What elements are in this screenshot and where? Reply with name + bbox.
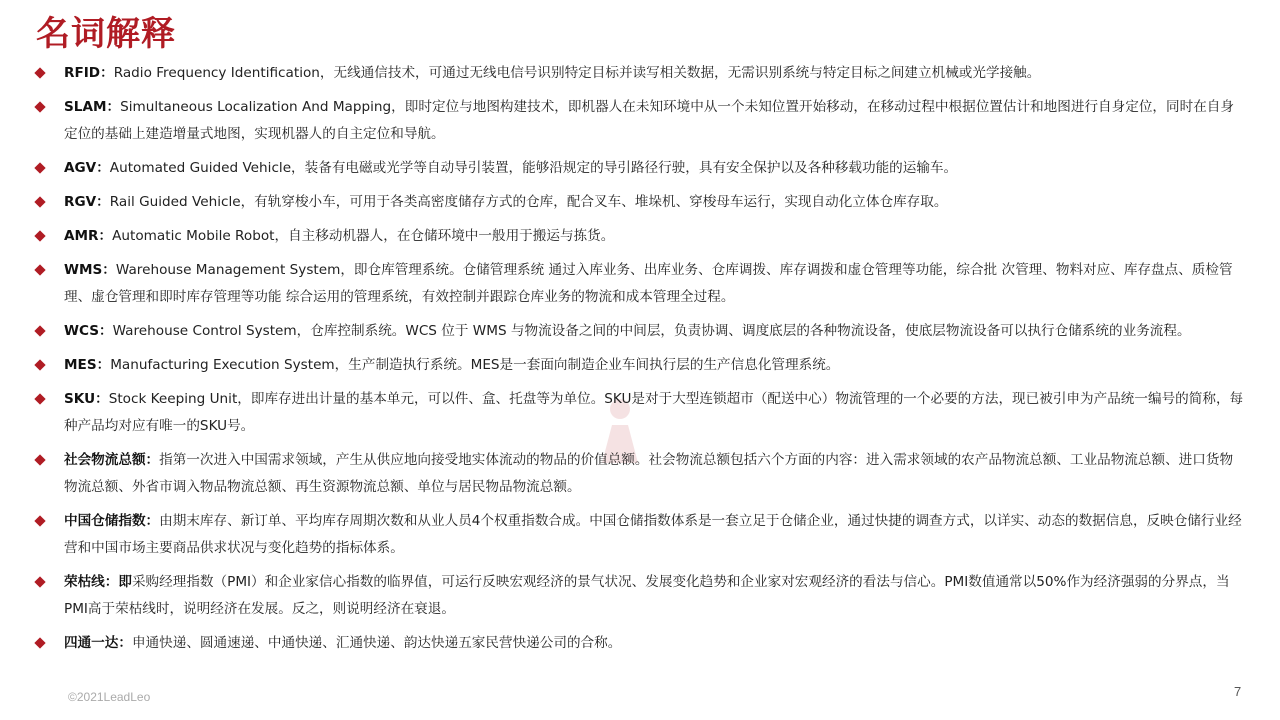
glossary-item xyxy=(34,223,1244,250)
diamond-bullet-icon xyxy=(34,196,45,207)
glossary-definition: 指第一次进入中国需求领域，产生从供应地向接受地实体流动的物品的价值总额。社会物流总额包括六个方面的内容：进入需求领域的农产品物流总额、工业品物流总额、进口货物物流总额、外省市调入物品物流总额、再生资源物流总额、单位与居民物品物流总额。 xyxy=(64,452,1234,495)
glossary-definition: Manufacturing Execution System，生产制造执行系统。MES是一套面向制造企业车间执行层的生产信息化管理系统。 xyxy=(110,357,840,373)
glossary-item xyxy=(34,630,1244,657)
glossary-item xyxy=(34,386,1244,440)
glossary-item xyxy=(34,569,1244,623)
glossary-definition: 由期末库存、新订单、平均库存周期次数和从业人员4个权重指数合成。中国仓储指数体系是一套立足于仓储企业，通过快捷的调查方式，以详实、动态的数据信息，反映仓储行业经营和中国市场主要商品供求状况与变化趋势的指标体系。 xyxy=(64,513,1242,556)
glossary-item xyxy=(34,352,1244,379)
glossary-item xyxy=(34,257,1244,311)
glossary-item xyxy=(34,189,1244,216)
diamond-bullet-icon xyxy=(34,454,45,465)
glossary-list xyxy=(34,60,1244,664)
diamond-bullet-icon xyxy=(34,325,45,336)
glossary-term: 四通一达： xyxy=(64,635,132,651)
diamond-bullet-icon xyxy=(34,515,45,526)
glossary-term: 荣枯线：即 xyxy=(64,574,132,590)
diamond-bullet-icon xyxy=(34,67,45,78)
glossary-definition: Radio Frequency Identification，无线通信技术，可通过无线电信号识别特定目标并读写相关数据，无需识别系统与特定目标之间建立机械或光学接触。 xyxy=(113,65,1041,81)
glossary-item xyxy=(34,60,1244,87)
glossary-term: 社会物流总额： xyxy=(64,452,160,468)
diamond-bullet-icon xyxy=(34,393,45,404)
glossary-definition: 采购经理指数（PMI）和企业家信心指数的临界值，可运行反映宏观经济的景气状况、发展变化趋势和企业家对宏观经济的看法与信心。PMI数值通常以50%作为经济强弱的分界点，当PMI高于荣枯线时，说明经济在发展。反之，则说明经济在衰退。 xyxy=(64,574,1230,617)
glossary-definition: Warehouse Control System，仓库控制系统。WCS 位于 WMS 与物流设备之间的中间层，负责协调、调度底层的各种物流设备，使底层物流设备可以执行仓储系统的业务流程。 xyxy=(112,323,1191,339)
glossary-item xyxy=(34,447,1244,501)
diamond-bullet-icon xyxy=(34,576,45,587)
diamond-bullet-icon xyxy=(34,637,45,648)
glossary-term: WMS： xyxy=(64,262,116,278)
glossary-term: 中国仓储指数： xyxy=(64,513,160,529)
glossary-term: SLAM： xyxy=(64,99,121,115)
copyright-footer: ©2021LeadLeo xyxy=(68,690,151,704)
glossary-term: AGV： xyxy=(64,160,110,176)
glossary-definition: Stock Keeping Unit，即库存进出计量的基本单元，可以件、盒、托盘等为单位。SKU是对于大型连锁超市（配送中心）物流管理的一个必要的方法，现已被引申为产品统一编号的简称，每种产品均对应有唯一的SKU号。 xyxy=(64,391,1244,434)
glossary-term: SKU： xyxy=(64,391,109,407)
glossary-definition: Automated Guided Vehicle，装备有电磁或光学等自动导引装置，能够沿规定的导引路径行驶，具有安全保护以及各种移载功能的运输车。 xyxy=(109,160,958,176)
glossary-item xyxy=(34,155,1244,182)
glossary-term: MES： xyxy=(64,357,111,373)
diamond-bullet-icon xyxy=(34,359,45,370)
glossary-item xyxy=(34,318,1244,345)
diamond-bullet-icon xyxy=(34,264,45,275)
glossary-term: WCS： xyxy=(64,323,113,339)
glossary-definition: 申通快递、圆通速递、中通快递、汇通快递、韵达快递五家民营快递公司的合称。 xyxy=(131,635,622,651)
glossary-term: RGV： xyxy=(64,194,110,210)
glossary-item xyxy=(34,94,1244,148)
diamond-bullet-icon xyxy=(34,230,45,241)
glossary-term: RFID： xyxy=(64,65,114,81)
page-number: 7 xyxy=(1234,684,1242,699)
glossary-definition: Automatic Mobile Robot，自主移动机器人，在仓储环境中一般用于搬运与拣货。 xyxy=(112,228,615,244)
glossary-definition: Warehouse Management System，即仓库管理系统。仓储管理系统 通过入库业务、出库业务、仓库调拨、库存调拨和虚仓管理等功能，综合批 次管理、物料对应、库存盘点、质检管理、虚仓管理和即时库存管理等功能 综合运用的管理系统，有效控制并跟踪仓库业务的物流和成本管理全过程。 xyxy=(64,262,1233,305)
glossary-item xyxy=(34,508,1244,562)
glossary-definition: Simultaneous Localization And Mapping，即时定位与地图构建技术，即机器人在未知环境中从一个未知位置开始移动，在移动过程中根据位置估计和地图进行自身定位，同时在自身定位的基础上建造增量式地图，实现机器人的自主定位和导航。 xyxy=(64,99,1234,142)
glossary-definition: Rail Guided Vehicle，有轨穿梭小车，可用于各类高密度储存方式的仓库，配合叉车、堆垛机、穿梭母车运行，实现自动化立体仓库存取。 xyxy=(109,194,948,210)
page-title: 名词解释 xyxy=(36,14,176,54)
diamond-bullet-icon xyxy=(34,101,45,112)
glossary-term: AMR： xyxy=(64,228,113,244)
diamond-bullet-icon xyxy=(34,162,45,173)
